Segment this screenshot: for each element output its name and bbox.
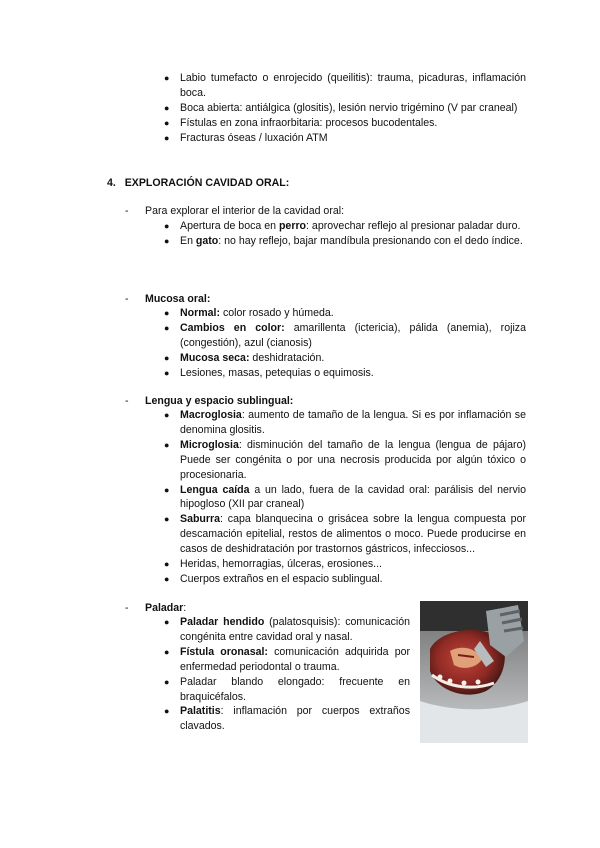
item-bold: Fístula oronasal: xyxy=(180,645,268,658)
item-bold: Saburra xyxy=(180,513,221,526)
mucosa-list xyxy=(164,306,526,381)
bullet-icon: ● xyxy=(164,514,170,525)
bullet-icon: ● xyxy=(164,322,170,333)
bullet-icon: ● xyxy=(164,484,170,495)
section-title: EXPLORACIÓN CAVIDAD ORAL: xyxy=(124,177,290,189)
list-item-text: Boca abierta: antiálgica (glositis), lesión nervio trigémino (V par craneal) xyxy=(180,101,518,114)
item-text: Paladar blando elongado: frecuente en braquicéfalos. xyxy=(180,675,410,703)
item-text: : disminución del tamaño de la lengua (lengua de pájaro) Puede ser congénita o por una necrosis producida por algún tóxico o procesionaria. xyxy=(180,438,526,481)
dash-marker: - xyxy=(125,395,129,407)
bullet-icon: ● xyxy=(164,102,170,113)
list-item xyxy=(164,116,526,131)
list-item xyxy=(164,219,526,234)
item-bold: Microglosia xyxy=(180,438,239,451)
bullet-icon: ● xyxy=(164,410,170,420)
item-text: deshidratación. xyxy=(249,351,325,364)
item-bold: Normal: xyxy=(180,307,221,319)
item-text: Cuerpos extraños en el espacio sublingual. xyxy=(180,572,383,585)
item-text: : no hay reflejo, bajar mandíbula presionando con el dedo índice. xyxy=(218,234,523,247)
item-text: : aumento de tamaño de la lengua. Si es por inflamación se denomina glositis. xyxy=(180,409,526,436)
list-item xyxy=(164,306,526,321)
list-item xyxy=(164,71,526,101)
bullet-icon: ● xyxy=(164,221,170,231)
list-item xyxy=(164,351,526,366)
bullet-icon: ● xyxy=(164,646,170,657)
item-bold: Macroglosia xyxy=(180,409,242,421)
list-item xyxy=(164,557,526,572)
bullet-icon: ● xyxy=(164,132,170,143)
dash-marker: - xyxy=(125,602,129,614)
item-text: Lesiones, masas, petequias o equimosis. xyxy=(180,366,374,379)
item-text: En xyxy=(180,234,196,247)
item-text: : inflamación por cuerpos extraños clavados. xyxy=(180,705,410,733)
bullet-icon: ● xyxy=(164,235,170,246)
bullet-icon: ● xyxy=(164,308,170,318)
item-bold: gato xyxy=(195,234,219,247)
list-item xyxy=(164,408,526,438)
list-item xyxy=(164,131,526,146)
item-text: a un lado, fuera de la cavidad oral: parálisis del nervio hipogloso (XII par craneal) xyxy=(180,483,526,511)
list-item xyxy=(164,483,526,513)
list-item xyxy=(164,645,411,675)
bullet-icon: ● xyxy=(164,73,170,83)
item-text: : capa blanquecina o grisácea sobre la lengua compuesta por descamación epitelial, restos de alimentos o moco. Puede producirse en casos de deshidratación por trastornos gástricos, infecciosos... xyxy=(180,513,526,556)
item-bold: Palatitis xyxy=(180,705,221,718)
list-item xyxy=(164,615,410,645)
item-bold: perro xyxy=(278,220,307,232)
bullet-icon: ● xyxy=(164,117,170,128)
item-bold: Paladar hendido xyxy=(180,616,265,628)
list-item xyxy=(164,101,526,116)
list-item xyxy=(164,234,526,249)
section-number: 4. xyxy=(107,177,116,189)
item-text: amarillenta (ictericia), pálida (anemia), rojiza (congestión), azul (cianosis) xyxy=(180,321,526,349)
item-text: (palatosquisis): comunicación congénita entre cavidad oral y nasal. xyxy=(180,616,410,643)
list-item xyxy=(164,512,526,557)
list-item-text: Fístulas en zona infraorbitaria: procesos bucodentales. xyxy=(180,116,438,129)
item-bold: Cambios en color: xyxy=(180,321,285,334)
item-text: comunicación adquirida por enfermedad periodontal o trauma. xyxy=(180,645,411,673)
paladar-list xyxy=(164,615,411,734)
intro-list xyxy=(164,219,526,249)
item-text: : aprovechar reflejo al presionar paladar duro. xyxy=(306,220,521,232)
lengua-title: Lengua y espacio sublingual: xyxy=(145,395,294,407)
lengua-list xyxy=(164,408,526,587)
bullet-icon: ● xyxy=(164,617,170,627)
bullet-icon: ● xyxy=(164,439,170,450)
intro-text: Para explorar el interior de la cavidad oral: xyxy=(145,205,345,217)
bullet-icon: ● xyxy=(164,559,170,570)
dash-marker: - xyxy=(125,205,129,217)
item-bold: Lengua caída xyxy=(180,483,250,496)
list-item-text: Fracturas óseas / luxación ATM xyxy=(180,131,328,144)
item-text: color rosado y húmeda. xyxy=(220,307,334,319)
bullet-icon: ● xyxy=(164,676,170,687)
bullet-icon: ● xyxy=(164,352,170,363)
list-item-text: Labio tumefacto o enrojecido (queilitis): trauma, picaduras, inflamación boca. xyxy=(180,72,526,99)
dash-marker: - xyxy=(125,293,129,305)
paladar-title-suffix: : xyxy=(183,602,187,614)
mucosa-title: Mucosa oral: xyxy=(145,293,211,305)
list-item xyxy=(164,572,526,587)
list-item xyxy=(164,704,410,734)
item-text: Heridas, hemorragias, úlceras, erosiones... xyxy=(180,558,382,571)
top-bullet-list xyxy=(164,71,526,146)
list-item xyxy=(164,366,526,381)
paladar-title-text: Paladar xyxy=(145,602,184,614)
bullet-icon: ● xyxy=(164,706,170,717)
list-item xyxy=(164,438,526,483)
section-heading xyxy=(107,176,289,191)
bullet-icon: ● xyxy=(164,573,170,584)
list-item xyxy=(164,675,410,705)
item-text: Apertura de boca en xyxy=(180,220,279,232)
paladar-title xyxy=(145,601,186,616)
bullet-icon: ● xyxy=(164,367,170,378)
item-bold: Mucosa seca: xyxy=(180,351,250,364)
cleft-palate-photo xyxy=(420,601,528,743)
list-item xyxy=(164,321,526,351)
